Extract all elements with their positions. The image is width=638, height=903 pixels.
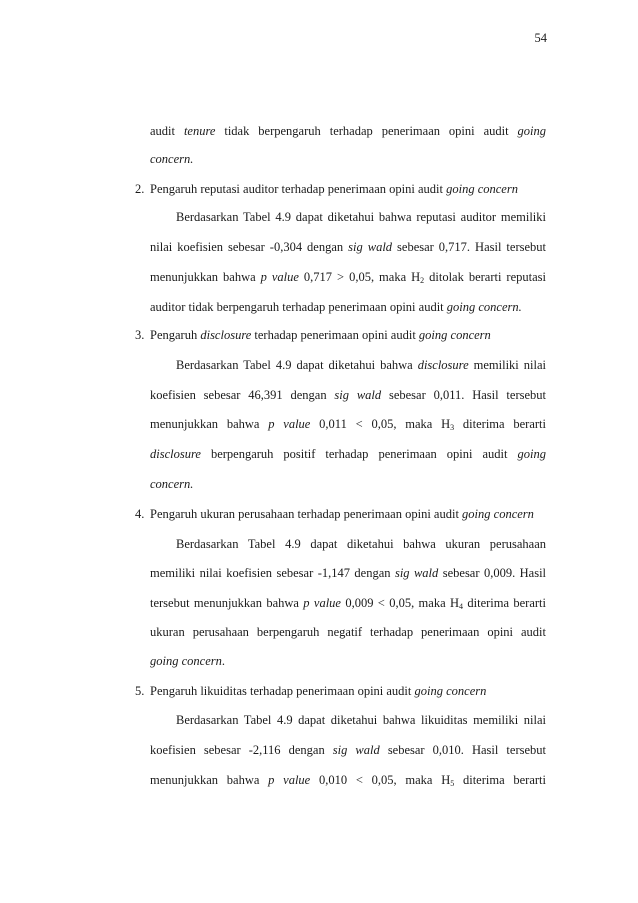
text-line: koefisien sebesar -2,116 dengan sig wald sebesar 0,010. Hasil tersebut: [150, 743, 546, 757]
section-number: 4.: [135, 507, 145, 521]
section-heading-4: [135, 506, 534, 522]
text-line: memiliki nilai koefisien sebesar -1,147 dengan sig wald sebesar 0,009. Hasil: [150, 566, 547, 580]
italic-term: sig wald: [334, 388, 382, 402]
section-heading-3: [135, 327, 491, 343]
text-line: [150, 476, 546, 492]
italic-term: p value: [268, 773, 311, 787]
text-line: Berdasarkan Tabel 4.9 dapat diketahui bahwa ukuran perusahaan: [176, 537, 546, 551]
text-line: menunjukkan bahwa p value 0,011 < 0,05, maka $H_3$ diterima berarti: [150, 417, 546, 432]
italic-term: p value: [303, 596, 341, 610]
text-line: tersebut menunjukkan bahwa p value 0,009 < 0,05, maka $H_4$ diterima berarti: [150, 596, 546, 611]
section-number: 5.: [135, 684, 145, 698]
heading-text: Pengaruh likuiditas terhadap penerimaan opini audit going concern: [150, 684, 487, 698]
text-line: auditor tidak berpengaruh terhadap penerimaan opini audit going concern.: [150, 300, 522, 314]
text-line: Berdasarkan Tabel 4.9 dapat diketahui bahwa reputasi auditor memiliki: [176, 210, 546, 224]
italic-term: disclosure: [150, 447, 201, 461]
italic-term: going concern: [150, 654, 222, 668]
italic-term: disclosure: [200, 328, 252, 342]
italic-term: concern.: [150, 477, 194, 491]
page-number: 54: [534, 31, 547, 45]
text-line: Berdasarkan Tabel 4.9 dapat diketahui bahwa likuiditas memiliki nilai: [176, 713, 546, 727]
heading-text: Pengaruh disclosure terhadap penerimaan opini audit going concern: [150, 328, 491, 342]
italic-term: going concern: [418, 328, 491, 342]
italic-term: going concern.: [446, 300, 522, 314]
italic-term: p value: [268, 417, 311, 431]
section-number: 2.: [135, 182, 145, 196]
section-heading-5: [135, 683, 486, 699]
italic-term: sig wald: [348, 240, 393, 254]
italic-term: p value: [260, 270, 299, 284]
text-line: menunjukkan bahwa p value 0,010 < 0,05, maka $H_5$ diterima berarti: [150, 773, 546, 788]
heading-text: Pengaruh reputasi auditor terhadap penerimaan opini audit going concern: [150, 182, 518, 196]
italic-term: going concern: [414, 684, 487, 698]
italic-term: sig wald: [332, 743, 380, 757]
text-line: ukuran perusahaan berpengaruh negatif terhadap penerimaan opini audit: [150, 625, 546, 639]
text-line: going concern.: [150, 654, 225, 668]
text-line: nilai koefisien sebesar -0,304 dengan sig wald sebesar 0,717. Hasil tersebut: [150, 240, 546, 254]
italic-term: going concern: [462, 507, 534, 521]
text-line: [150, 151, 546, 167]
italic-term: going: [517, 124, 546, 138]
text-line: menunjukkan bahwa p value 0,717 > 0,05, maka $H_2$ ditolak berarti reputasi: [150, 270, 546, 285]
text-line: koefisien sebesar 46,391 dengan sig wald sebesar 0,011. Hasil tersebut: [150, 388, 546, 402]
text-line: Berdasarkan Tabel 4.9 dapat diketahui bahwa disclosure memiliki nilai: [176, 358, 546, 372]
hypothesis-subscript: 2: [420, 276, 425, 285]
italic-term: sig wald: [394, 566, 439, 580]
italic-term: going: [517, 447, 546, 461]
text-line: disclosure berpengaruh positif terhadap penerimaan opini audit going: [150, 447, 546, 461]
section-number: 3.: [135, 328, 145, 342]
hypothesis-subscript: 4: [459, 602, 464, 611]
text-line: audit tenure tidak berpengaruh terhadap penerimaan opini audit going: [150, 124, 546, 138]
italic-term: concern.: [150, 152, 194, 166]
hypothesis-subscript: 3: [450, 423, 455, 432]
heading-text: Pengaruh ukuran perusahaan terhadap penerimaan opini audit going concern: [150, 507, 534, 521]
section-heading-2: [135, 181, 518, 197]
italic-term: disclosure: [417, 358, 469, 372]
italic-term: tenure: [183, 124, 216, 138]
italic-term: going concern: [446, 182, 518, 196]
hypothesis-subscript: 5: [450, 779, 455, 788]
